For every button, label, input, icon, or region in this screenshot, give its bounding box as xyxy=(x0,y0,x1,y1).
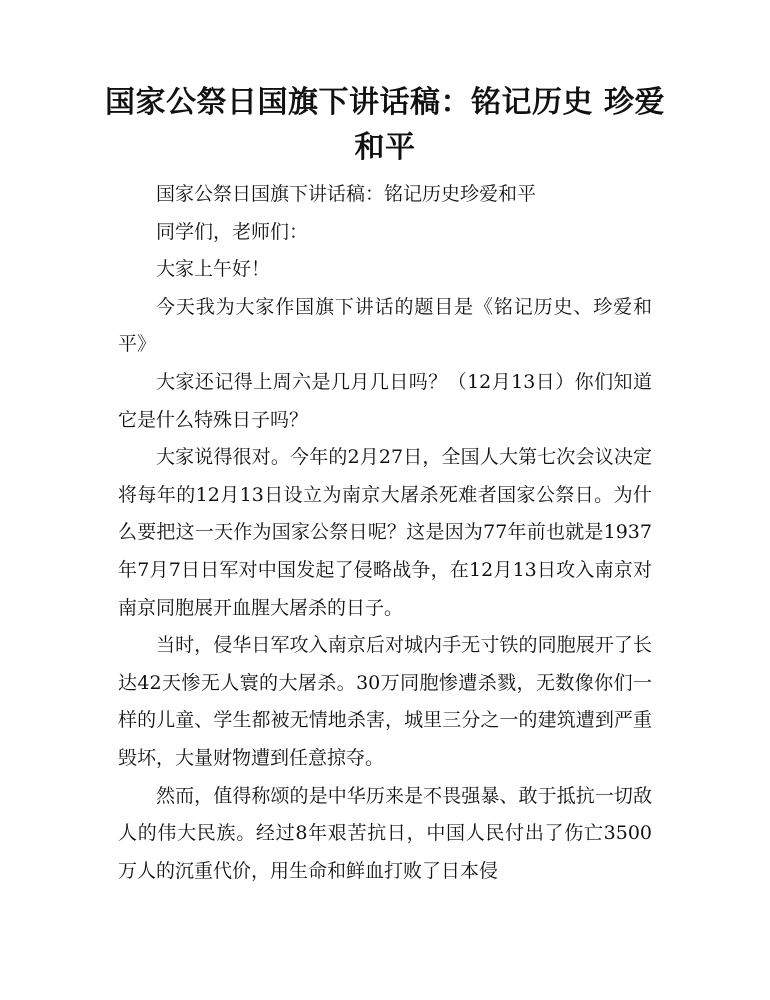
document-title: 国家公祭日国旗下讲话稿：铭记历史 珍爱和平 xyxy=(105,85,665,165)
paragraph-salutation: 同学们，老师们： xyxy=(156,220,309,243)
paragraph-greeting: 大家上午好！ xyxy=(156,258,271,281)
document-body xyxy=(118,176,652,890)
paragraph-massacre: 当时，侵华日军攻入南京后对城内手无寸铁的同胞展开了长达42天惨无人寰的大屠杀。30万同胞惨遭杀戮，无数像你们一样的儿童、学生都被无情地杀害，城里三分之一的建筑遭到严重毁坏，大量财物遭到任意掠夺。 xyxy=(118,634,652,769)
paragraph-resistance: 然而，值得称颂的是中华历来是不畏强暴、敢于抵抗一切敌人的伟大民族。经过8年艰苦抗日，中国人民付出了伤亡3500万人的沉重代价，用生命和鲜血打败了日本侵 xyxy=(118,784,652,882)
paragraph-topic: 今天我为大家作国旗下讲话的题目是《铭记历史、珍爱和平》 xyxy=(118,295,652,356)
paragraph-question: 大家还记得上周六是几月几日吗？（12月13日）你们知道它是什么特殊日子吗？ xyxy=(118,370,652,431)
paragraph-memorial-day: 大家说得很对。今年的2月27日，全国人大第七次会议决定将每年的12月13日设立为南京大屠杀死难者国家公祭日。为什么要把这一天作为国家公祭日呢？这是因为77年前也就是1937年7月7日日军对中国发起了侵略战争，在12月13日攻入南京对南京同胞展开血腥大屠杀的日子。 xyxy=(118,446,652,619)
paragraph-subtitle: 国家公祭日国旗下讲话稿：铭记历史珍爱和平 xyxy=(156,183,537,205)
